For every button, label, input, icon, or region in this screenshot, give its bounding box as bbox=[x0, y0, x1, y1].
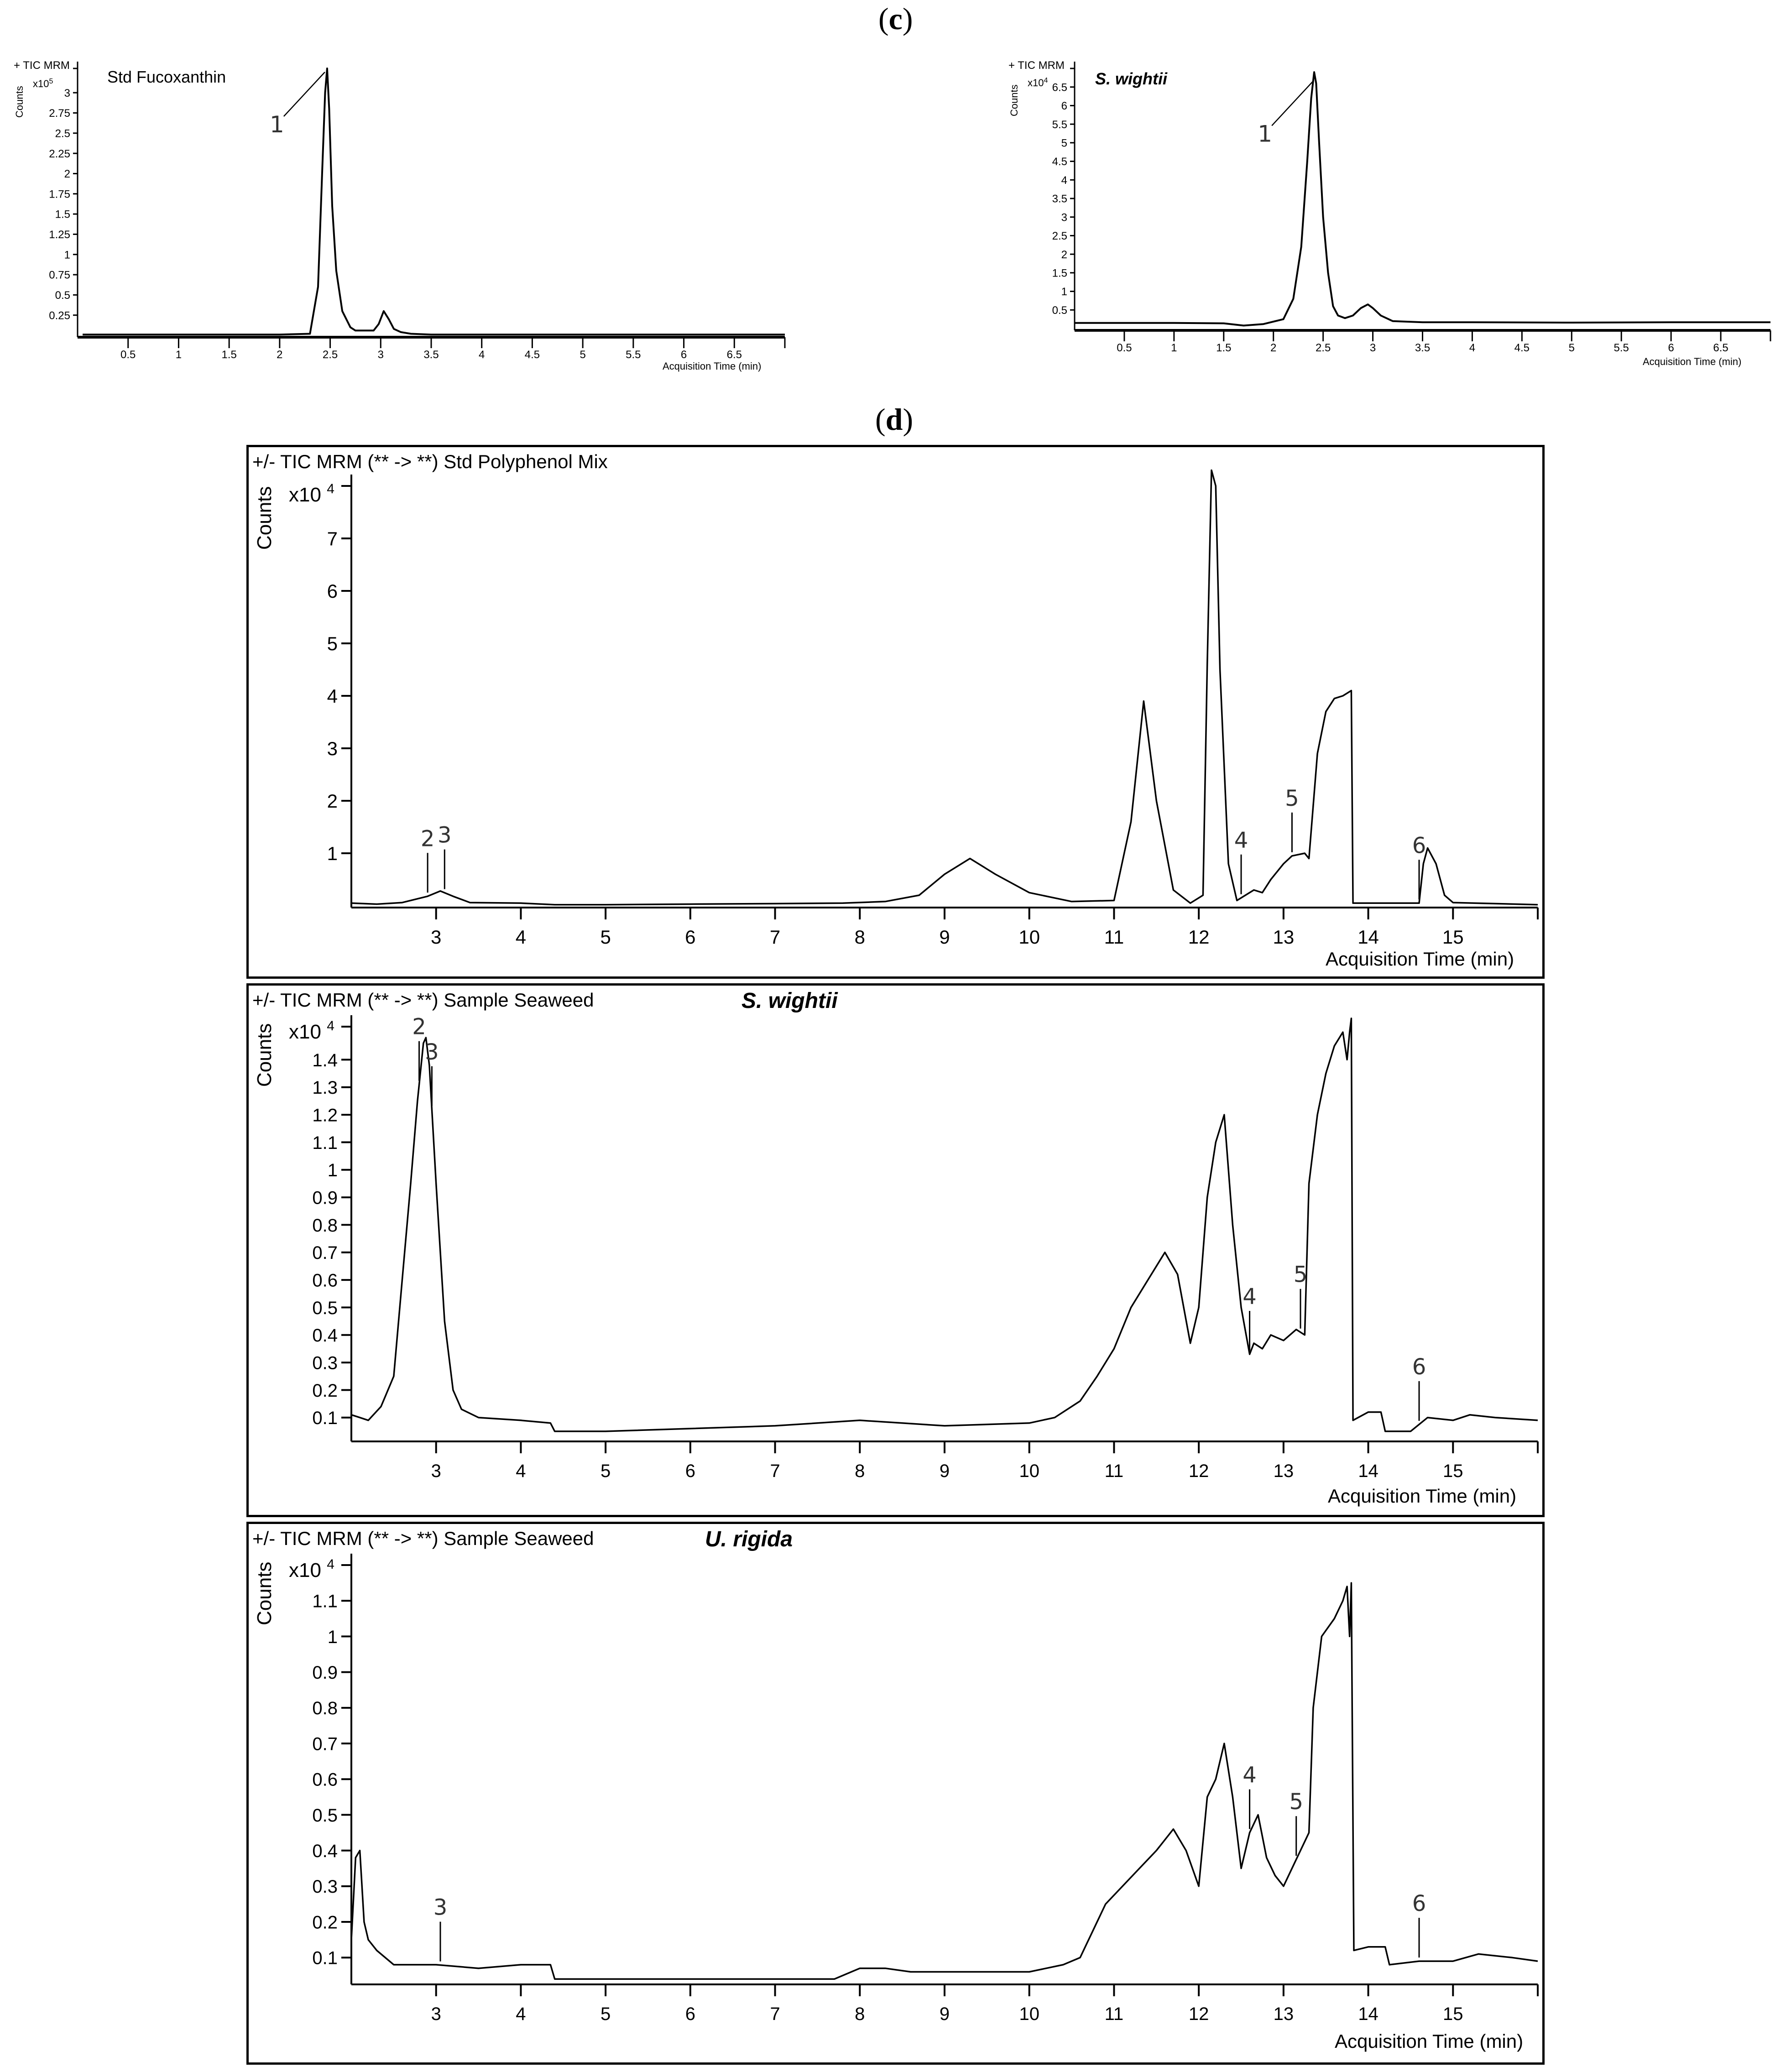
y-tick-label: 1.25 bbox=[49, 229, 70, 241]
x-tick-label: 5 bbox=[1568, 342, 1575, 354]
x-tick-label: 14 bbox=[1358, 926, 1379, 948]
y-tick-label: 3 bbox=[327, 738, 338, 760]
y-tick-label: 1 bbox=[1061, 286, 1067, 298]
y-tick-label: 0.8 bbox=[312, 1215, 338, 1236]
y-tick-label: 0.5 bbox=[55, 289, 70, 302]
x-tick-label: 5 bbox=[600, 926, 611, 948]
peak-label: 2 bbox=[412, 1014, 426, 1040]
figure-label-d: (d) bbox=[875, 402, 914, 437]
x-tick-label: 0.5 bbox=[120, 349, 136, 361]
x-tick-label: 2 bbox=[1270, 342, 1277, 354]
y-tick-label: 0.8 bbox=[312, 1698, 338, 1719]
x-tick-label: 3.5 bbox=[423, 349, 439, 361]
x-tick-label: 4 bbox=[516, 2004, 526, 2024]
chromatogram-trace bbox=[1075, 72, 1770, 325]
x-tick-label: 3 bbox=[431, 1461, 441, 1481]
y-tick-label: 0.9 bbox=[312, 1188, 338, 1208]
x-axis-label: Acquisition Time (min) bbox=[1328, 1485, 1517, 1507]
x-tick-label: 10 bbox=[1018, 926, 1040, 948]
x-tick-label: 13 bbox=[1273, 1461, 1294, 1481]
x-tick-label: 12 bbox=[1188, 926, 1210, 948]
y-tick-label: 2.25 bbox=[49, 147, 70, 160]
y-tick-label: 3 bbox=[64, 87, 70, 99]
x-tick-label: 4 bbox=[516, 1461, 526, 1481]
x-axis-label: Acquisition Time (min) bbox=[1326, 948, 1514, 970]
x-tick-label: 9 bbox=[939, 926, 950, 948]
peak-label: 6 bbox=[1412, 1891, 1426, 1917]
chromatogram-trace bbox=[351, 1018, 1538, 1431]
y-tick-label: 0.5 bbox=[312, 1805, 338, 1826]
peak-label: 4 bbox=[1243, 1762, 1257, 1788]
y-tick-label: 7 bbox=[327, 528, 338, 550]
y-axis-label: Counts bbox=[1008, 84, 1020, 116]
x-tick-label: 8 bbox=[854, 926, 865, 948]
x-tick-label: 11 bbox=[1104, 1461, 1124, 1481]
x-tick-label: 0.5 bbox=[1117, 342, 1132, 354]
peak-label: 4 bbox=[1243, 1284, 1257, 1310]
y-tick-label: 1.3 bbox=[312, 1078, 338, 1098]
x-tick-label: 13 bbox=[1273, 926, 1295, 948]
chromatogram-trace bbox=[83, 68, 785, 334]
y-tick-label: 6 bbox=[327, 580, 338, 602]
plot-d-urigida bbox=[312, 1554, 1538, 2024]
x-tick-label: 7 bbox=[769, 926, 781, 948]
x-tick-label: 3 bbox=[377, 349, 384, 361]
y-tick-label: 5 bbox=[327, 633, 338, 655]
y-tick-label: 0.6 bbox=[312, 1270, 338, 1291]
y-tick-label: 3.5 bbox=[1052, 193, 1067, 205]
y-tick-label: 0.5 bbox=[1052, 304, 1067, 317]
y-tick-label: 0.2 bbox=[312, 1380, 338, 1401]
x-tick-label: 10 bbox=[1019, 1461, 1039, 1481]
x-axis-label: Acquisition Time (min) bbox=[663, 360, 762, 372]
x-axis-label: Acquisition Time (min) bbox=[1643, 356, 1742, 367]
x-tick-label: 1 bbox=[1171, 342, 1177, 354]
y-tick-label: 0.1 bbox=[312, 1408, 338, 1429]
x-tick-label: 6 bbox=[685, 926, 696, 948]
peak-label: 5 bbox=[1285, 785, 1299, 811]
x-tick-label: 5.5 bbox=[626, 349, 641, 361]
x-tick-label: 3 bbox=[431, 2004, 441, 2024]
y-tick-label: 1.4 bbox=[312, 1050, 338, 1070]
x-tick-label: 11 bbox=[1104, 2004, 1124, 2024]
chart-title: + TIC MRM bbox=[1008, 59, 1065, 72]
x-tick-label: 5 bbox=[600, 2004, 611, 2024]
x-tick-label: 3 bbox=[1369, 342, 1376, 354]
x-tick-label: 4.5 bbox=[524, 349, 540, 361]
plot-d-std bbox=[327, 470, 1538, 948]
y-tick-label: 0.7 bbox=[312, 1734, 338, 1754]
x-tick-label: 6 bbox=[685, 2004, 695, 2024]
y-axis-label: Counts bbox=[253, 1023, 276, 1087]
peak-label: 4 bbox=[1234, 827, 1248, 853]
x-tick-label: 14 bbox=[1358, 2004, 1378, 2024]
x-tick-label: 1.5 bbox=[1216, 342, 1232, 354]
y-tick-label: 0.6 bbox=[312, 1769, 338, 1790]
peak-label: 5 bbox=[1289, 1789, 1303, 1815]
chart-title: + TIC MRM bbox=[14, 59, 70, 72]
chart-title: +/- TIC MRM (** -> **) Sample Seaweed bbox=[252, 989, 594, 1011]
figure-label-c: (c) bbox=[878, 1, 913, 36]
x-tick-label: 13 bbox=[1273, 2004, 1294, 2024]
y-tick-label: 0.75 bbox=[49, 269, 70, 282]
chart-title: +/- TIC MRM (** -> **) Sample Seaweed bbox=[252, 1528, 594, 1549]
x-tick-label: 5 bbox=[600, 1461, 611, 1481]
y-tick-label: 2.5 bbox=[55, 127, 70, 140]
chart-subtitle: U. rigida bbox=[705, 1527, 793, 1551]
x-tick-label: 7 bbox=[770, 2004, 780, 2024]
y-axis-label: Counts bbox=[253, 1561, 276, 1625]
x-tick-label: 6 bbox=[685, 1461, 695, 1481]
y-tick-label: 6.5 bbox=[1052, 81, 1067, 94]
y-axis-label: Counts bbox=[14, 86, 25, 118]
y-tick-label: 4 bbox=[327, 685, 338, 707]
y-tick-label: 0.3 bbox=[312, 1877, 338, 1897]
y-tick-label: 1.75 bbox=[49, 188, 70, 201]
y-tick-label: 6 bbox=[1061, 100, 1067, 113]
x-tick-label: 2 bbox=[277, 349, 283, 361]
x-tick-label: 11 bbox=[1104, 926, 1124, 948]
peak-label: 3 bbox=[433, 1895, 448, 1921]
y-tick-label: 0.4 bbox=[312, 1326, 338, 1346]
y-axis-multiplier: x10 $^4$ bbox=[289, 1557, 334, 1581]
y-tick-label: 0.25 bbox=[49, 309, 70, 322]
x-tick-label: 3 bbox=[431, 926, 442, 948]
chart-title: +/- TIC MRM (** -> **) Std Polyphenol Mix bbox=[252, 451, 608, 472]
x-axis-label: Acquisition Time (min) bbox=[1335, 2030, 1524, 2052]
chart-subtitle: Std Fucoxanthin bbox=[107, 68, 226, 86]
x-tick-label: 5 bbox=[580, 349, 586, 361]
x-tick-label: 9 bbox=[939, 1461, 950, 1481]
x-tick-label: 4 bbox=[515, 926, 527, 948]
x-tick-label: 4 bbox=[479, 349, 485, 361]
chromatogram-trace bbox=[351, 470, 1538, 905]
y-tick-label: 0.4 bbox=[312, 1841, 338, 1862]
x-tick-label: 6 bbox=[680, 349, 687, 361]
y-tick-label: 1 bbox=[64, 249, 70, 261]
x-tick-label: 6.5 bbox=[1713, 342, 1728, 354]
x-tick-label: 12 bbox=[1188, 2004, 1209, 2024]
y-tick-label: 4 bbox=[1061, 174, 1067, 187]
x-tick-label: 10 bbox=[1019, 2004, 1039, 2024]
y-axis-multiplier: x10 $^4$ bbox=[289, 1018, 334, 1043]
peak-label: 3 bbox=[425, 1039, 439, 1065]
x-tick-label: 2.5 bbox=[322, 349, 338, 361]
x-tick-label: 15 bbox=[1443, 2004, 1463, 2024]
y-tick-label: 3 bbox=[1061, 211, 1067, 224]
peak-label: 6 bbox=[1412, 1354, 1426, 1380]
y-tick-label: 2 bbox=[327, 790, 338, 812]
x-tick-label: 1.5 bbox=[221, 349, 237, 361]
x-tick-label: 6.5 bbox=[726, 349, 742, 361]
x-tick-label: 4.5 bbox=[1514, 342, 1530, 354]
x-tick-label: 3.5 bbox=[1415, 342, 1431, 354]
y-tick-label: 0.1 bbox=[312, 1948, 338, 1968]
plot-d-swightii bbox=[312, 1014, 1538, 1481]
y-tick-label: 5.5 bbox=[1052, 118, 1067, 131]
y-tick-label: 1.5 bbox=[1052, 267, 1067, 280]
y-tick-label: 1.5 bbox=[55, 208, 70, 221]
y-axis-label: Counts bbox=[253, 486, 276, 550]
x-tick-label: 15 bbox=[1442, 926, 1464, 948]
y-tick-label: 0.9 bbox=[312, 1663, 338, 1683]
x-tick-label: 14 bbox=[1358, 1461, 1378, 1481]
y-tick-label: 2 bbox=[64, 168, 70, 181]
x-tick-label: 5.5 bbox=[1613, 342, 1629, 354]
y-tick-label: 1 bbox=[327, 1160, 338, 1181]
y-tick-label: 1.1 bbox=[312, 1591, 338, 1612]
peak-label: 5 bbox=[1293, 1262, 1308, 1288]
chart-subtitle: S. wightii bbox=[1095, 69, 1167, 88]
y-tick-label: 2.75 bbox=[49, 107, 70, 120]
x-tick-label: 6 bbox=[1668, 342, 1674, 354]
y-tick-label: 1.1 bbox=[312, 1133, 338, 1153]
x-tick-label: 1 bbox=[175, 349, 182, 361]
peak-label: 1 bbox=[1258, 120, 1273, 147]
y-tick-label: 0.2 bbox=[312, 1912, 338, 1933]
x-tick-label: 4 bbox=[1469, 342, 1476, 354]
y-tick-label: 1.2 bbox=[312, 1105, 338, 1126]
plot-c-left bbox=[49, 62, 785, 361]
x-tick-label: 12 bbox=[1188, 1461, 1209, 1481]
y-axis-multiplier: x10 $^4$ bbox=[289, 481, 334, 506]
x-tick-label: 8 bbox=[855, 1461, 865, 1481]
y-axis-multiplier: $x10^4$ bbox=[1028, 77, 1048, 89]
peak-label: 3 bbox=[438, 822, 452, 848]
y-axis-multiplier: $x10^5$ bbox=[33, 78, 53, 89]
x-tick-label: 7 bbox=[770, 1461, 780, 1481]
y-tick-label: 1 bbox=[327, 843, 338, 865]
x-tick-label: 9 bbox=[939, 2004, 950, 2024]
y-tick-label: 0.5 bbox=[312, 1298, 338, 1318]
y-tick-label: 2 bbox=[1061, 248, 1067, 261]
x-tick-label: 8 bbox=[855, 2004, 865, 2024]
y-tick-label: 0.7 bbox=[312, 1243, 338, 1263]
x-tick-label: 2.5 bbox=[1315, 342, 1331, 354]
y-tick-label: 5 bbox=[1061, 137, 1067, 150]
plot-c-right bbox=[1052, 62, 1770, 354]
chromatogram-trace bbox=[351, 1583, 1538, 1979]
peak-label: 2 bbox=[420, 826, 435, 852]
peak-label: 6 bbox=[1412, 833, 1426, 859]
peak-label: 1 bbox=[270, 111, 284, 138]
y-tick-label: 4.5 bbox=[1052, 156, 1067, 168]
y-tick-label: 0.3 bbox=[312, 1353, 338, 1373]
chart-subtitle: S. wightii bbox=[741, 989, 838, 1013]
x-tick-label: 15 bbox=[1443, 1461, 1463, 1481]
y-tick-label: 1 bbox=[327, 1627, 338, 1647]
y-tick-label: 2.5 bbox=[1052, 230, 1067, 243]
